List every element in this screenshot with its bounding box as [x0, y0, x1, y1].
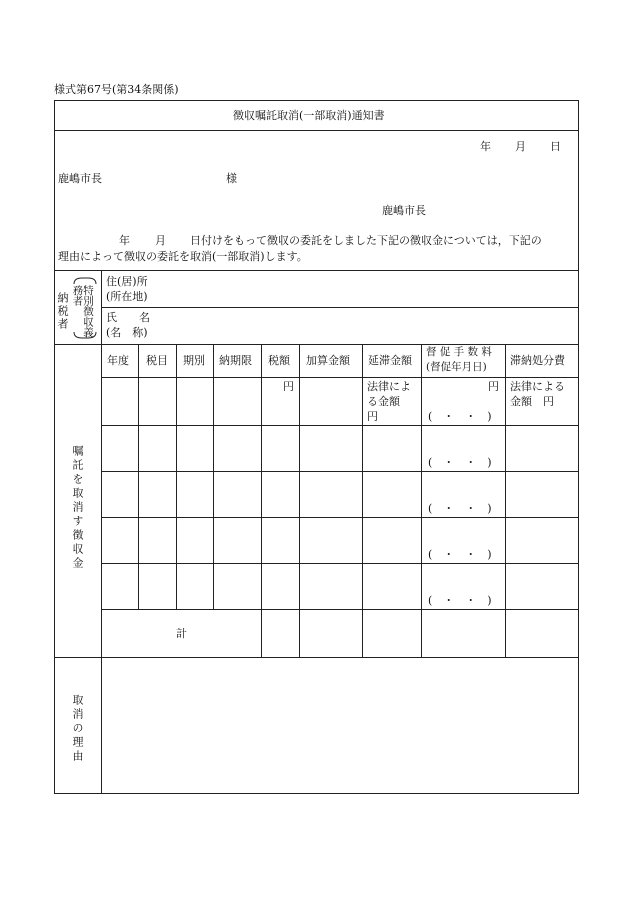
urge-date-placeholder-5: ( ・ ・ )	[428, 594, 492, 607]
body-line-1: 日付けをもって徴収の委託をしました下記の徴収金については，下記の	[190, 234, 542, 247]
levy-row-line-3	[101, 517, 579, 518]
urge-yen-unit: 円	[488, 380, 499, 393]
body-month: 月	[155, 234, 166, 247]
col-line-5	[299, 344, 300, 657]
header-disposition-cost: 滞納処分費	[510, 354, 565, 367]
date-day: 日	[550, 140, 561, 153]
header-urge-date: (督促年月日)	[426, 361, 487, 373]
col-line-4	[261, 344, 262, 657]
levy-section-label: 嘱託を取消す徴収金	[71, 445, 84, 571]
levy-row-line-5	[101, 609, 579, 610]
date-year: 年	[480, 140, 491, 153]
header-urge-fee: 督 促 手 数 料	[426, 346, 492, 358]
levy-bottom-line	[54, 657, 579, 658]
frame-left-line	[54, 100, 55, 793]
taxpayer-bottom-line	[54, 344, 579, 345]
tax-yen-unit: 円	[283, 380, 294, 393]
label-column-line	[101, 270, 102, 793]
document-title: 徴収嘱託取消(一部取消)通知書	[233, 109, 385, 122]
addressee-honorific: 様	[226, 172, 237, 185]
col-line-2	[176, 344, 177, 609]
frame-right-line	[578, 100, 579, 794]
levy-row-line-1	[101, 425, 579, 426]
header-additional-amount: 加算金額	[306, 354, 350, 367]
urge-date-placeholder-2: ( ・ ・ )	[428, 456, 492, 469]
levy-row-line-2	[101, 471, 579, 472]
bracket-icon	[70, 276, 100, 340]
header-due-date: 納期限	[219, 354, 252, 367]
urge-date-placeholder-3: ( ・ ・ )	[428, 502, 492, 515]
header-tax-amount: 税額	[268, 354, 290, 367]
levy-row-line-4	[101, 563, 579, 564]
date-month: 月	[515, 140, 526, 153]
reason-section-label: 取消の理由	[71, 694, 84, 764]
col-line-3	[213, 344, 214, 609]
addressee-name: 鹿嶋市長	[58, 172, 102, 185]
delay-note-line-1: 法律によ	[367, 380, 411, 393]
frame-bottom-line	[54, 793, 579, 794]
address-label: 住(居)所	[106, 275, 148, 288]
disposition-note-line-2: 金額 円	[510, 395, 554, 408]
delay-note-line-2: る金額	[367, 395, 400, 408]
header-period: 期別	[183, 354, 205, 367]
body-year: 年	[119, 234, 130, 247]
header-tax-item: 税目	[146, 354, 168, 367]
header-fiscal-year: 年度	[107, 354, 129, 367]
taxpayer-mid-line	[101, 307, 579, 308]
sender-name: 鹿嶋市長	[382, 204, 426, 217]
header-delay-amount: 延滞金額	[368, 354, 412, 367]
delay-note-line-3: 円	[367, 410, 378, 423]
frame-top-line	[54, 100, 579, 101]
disposition-note-line-1: 法律による	[510, 380, 565, 393]
name-label: 氏 名	[106, 311, 150, 324]
urge-date-placeholder-4: ( ・ ・ )	[428, 548, 492, 561]
notice-bottom-line	[54, 270, 579, 271]
col-line-6	[362, 344, 363, 657]
title-bottom-line	[54, 130, 579, 131]
name-sub-label: (名 称)	[106, 326, 148, 339]
col-line-7	[421, 344, 422, 657]
col-line-1	[138, 344, 139, 609]
col-line-8	[505, 344, 506, 657]
urge-date-placeholder-1: ( ・ ・ )	[428, 410, 492, 423]
levy-header-line	[101, 377, 579, 378]
address-sub-label: (所在地)	[106, 290, 148, 303]
taxpayer-outer-label: 納税者	[56, 292, 69, 331]
taxpayer-inner-label: 特別徴収義務者	[71, 285, 94, 338]
total-label: 計	[176, 627, 187, 640]
form-number: 様式第67号(第34条関係)	[54, 83, 179, 96]
body-line-2: 理由によって徴収の委託を取消(一部取消)します。	[58, 250, 308, 263]
